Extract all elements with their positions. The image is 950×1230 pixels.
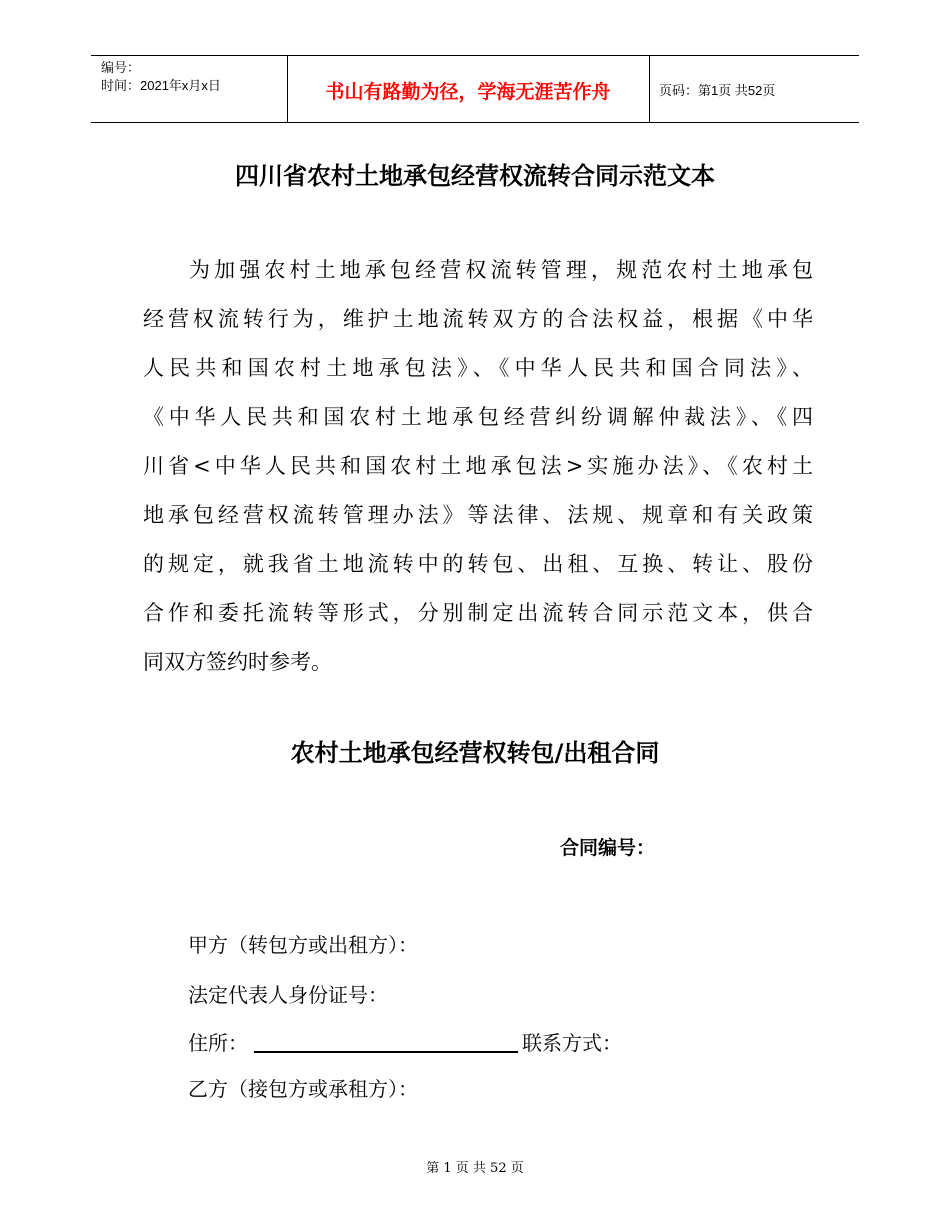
party-a-label: 甲方（转包方或出租方）： [188,933,418,957]
intro-line: 川省<中华人民共和国农村土地承包法>实施办法》、《农村土 [143,454,813,478]
header-number-label: 编号： [101,60,141,75]
document-title: 四川省农村土地承包经营权流转合同示范文本 [235,162,715,190]
address-label: 住所： [188,1031,248,1055]
intro-line: 地承包经营权流转管理办法》等法律、法规、规章和有关政策 [143,503,813,527]
legal-rep-id-label: 法定代表人身份证号： [188,983,388,1007]
intro-line: 同双方签约时参考。 [143,650,332,674]
page-footer: 第 1 页 共 52 页 [426,1161,524,1176]
header-meta [101,59,221,95]
intro-line: 的规定，就我省土地流转中的转包、出租、互换、转让、股份 [143,552,813,576]
intro-line: 为加强农村土地承包经营权流转管理，规范农村土地承包 [189,258,813,282]
party-b-label: 乙方（接包方或承租方）： [188,1077,418,1101]
intro-line: 经营权流转行为，维护土地流转双方的合法权益，根据《中华 [143,307,813,331]
header-time-label: 时间：2021年x月x日 [101,78,221,93]
intro-line: 人民共和国农村土地承包法》、《中华人民共和国合同法》、 [143,356,813,380]
intro-line: 《中华人民共和国农村土地承包经营纠纷调解仲裁法》、《四 [143,405,813,429]
contact-label: 联系方式： [522,1031,622,1055]
address-blank-line[interactable] [254,1031,518,1053]
contract-number-label: 合同编号： [560,837,656,859]
page-header [91,55,859,123]
intro-paragraph [143,246,813,687]
contract-title: 农村土地承包经营权转包/出租合同 [290,739,660,767]
header-page-info: 页码：第1页 共52页 [659,83,776,98]
intro-line: 合作和委托流转等形式，分别制定出流转合同示范文本，供合 [143,601,813,625]
header-divider-right [649,56,650,122]
header-motto: 书山有路勤为径，学海无涯苦作舟 [325,81,611,103]
address-row [188,1027,622,1056]
